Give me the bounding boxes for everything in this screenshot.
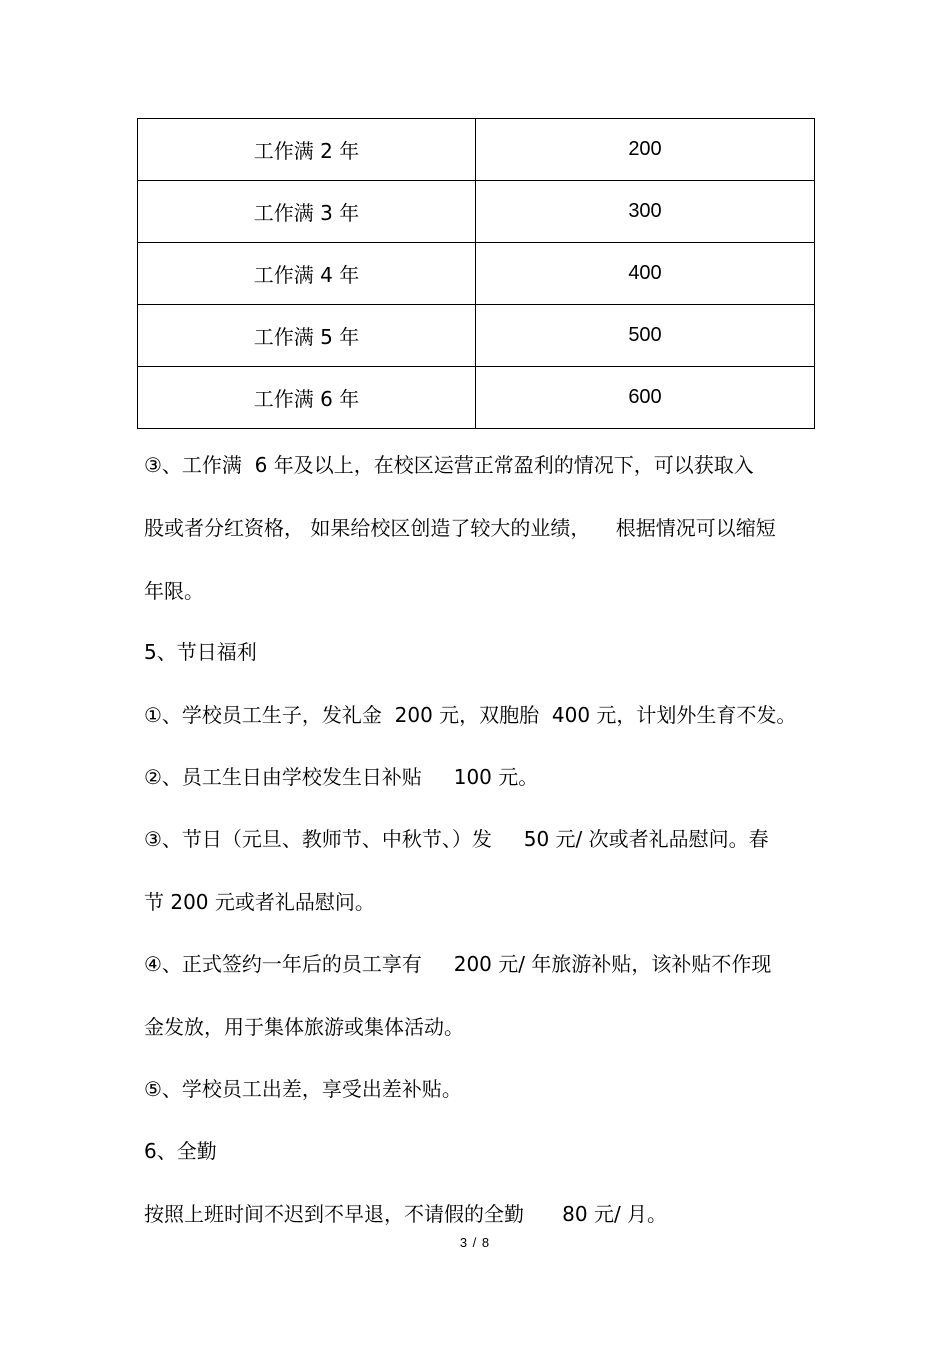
paragraph-line: 年限。 bbox=[144, 579, 204, 603]
allowance-value-cell: 300 bbox=[476, 181, 815, 243]
paragraph-line: ①、学校员工生子，发礼金 200 元，双胞胎 400 元，计划外生育不发。 bbox=[144, 703, 797, 727]
paragraph-line: ③、节日（元旦、教师节、中秋节、）发 50 元/ 次或者礼品慰问。春 bbox=[144, 827, 769, 851]
tenure-label-cell: 工作满 6 年 bbox=[138, 367, 476, 429]
paragraph-line: 节 200 元或者礼品慰问。 bbox=[144, 890, 375, 914]
section-heading: 5、节日福利 bbox=[144, 640, 257, 664]
tenure-label-cell: 工作满 3 年 bbox=[138, 181, 476, 243]
table-row bbox=[138, 305, 815, 367]
tenure-label-cell: 工作满 2 年 bbox=[138, 119, 476, 181]
paragraph-line: ④、正式签约一年后的员工享有 200 元/ 年旅游补贴，该补贴不作现 bbox=[144, 952, 772, 976]
allowance-value-cell: 400 bbox=[476, 243, 815, 305]
allowance-value-cell: 600 bbox=[476, 367, 815, 429]
tenure-label-cell: 工作满 5 年 bbox=[138, 305, 476, 367]
allowance-value-cell: 500 bbox=[476, 305, 815, 367]
paragraph-line: ②、员工生日由学校发生日补贴 100 元。 bbox=[144, 765, 539, 789]
table-row bbox=[138, 119, 815, 181]
page-number: 3 / 8 bbox=[459, 1235, 491, 1250]
tenure-label-cell: 工作满 4 年 bbox=[138, 243, 476, 305]
tenure-allowance-table bbox=[137, 118, 815, 429]
paragraph-line: ③、工作满 6 年及以上，在校区运营正常盈利的情况下，可以获取入 bbox=[144, 453, 754, 477]
table-row bbox=[138, 367, 815, 429]
allowance-value-cell: 200 bbox=[476, 119, 815, 181]
paragraph-line: 按照上班时间不迟到不早退，不请假的全勤 80 元/ 月。 bbox=[144, 1202, 668, 1226]
paragraph-line: 金发放，用于集体旅游或集体活动。 bbox=[144, 1015, 464, 1039]
section-heading: 6、全勤 bbox=[144, 1139, 217, 1163]
paragraph-line: ⑤、学校员工出差，享受出差补贴。 bbox=[144, 1077, 462, 1101]
paragraph-line: 股或者分红资格， 如果给校区创造了较大的业绩， 根据情况可以缩短 bbox=[144, 516, 776, 540]
table-row bbox=[138, 243, 815, 305]
table-row bbox=[138, 181, 815, 243]
